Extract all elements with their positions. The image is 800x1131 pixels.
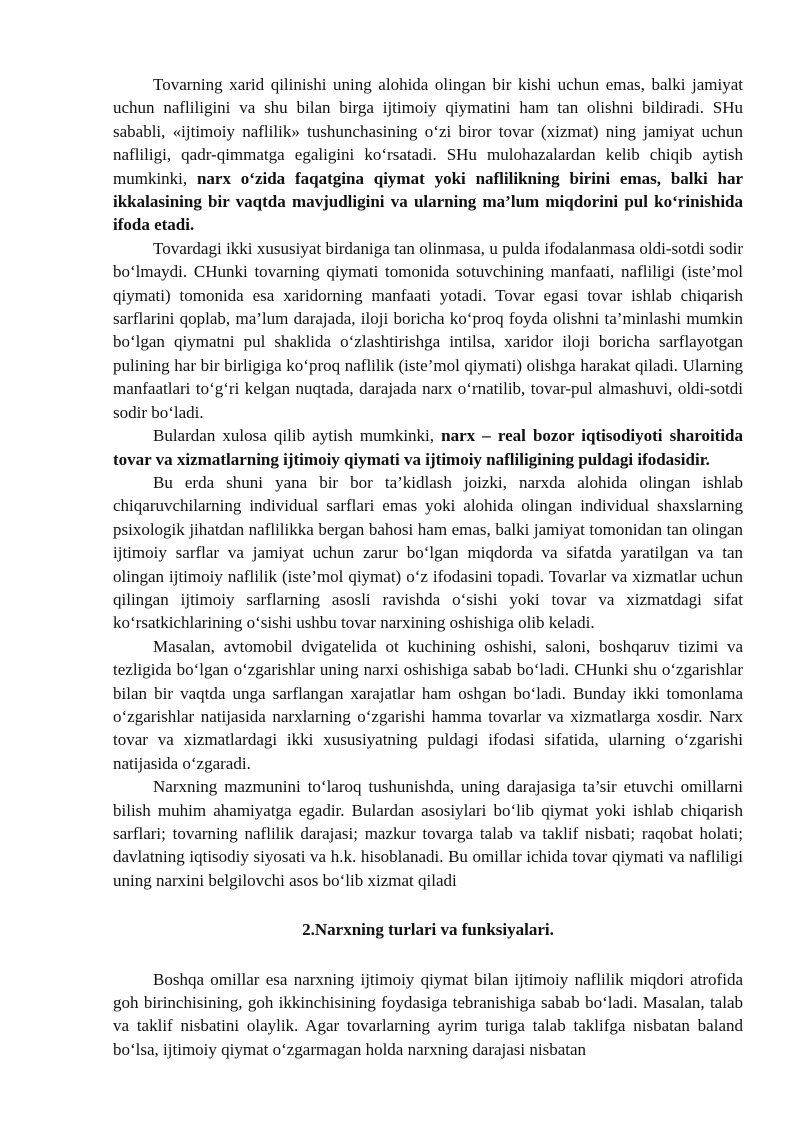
paragraph-car-example: Masalan, avtomobil dvigatelida ot kuchining oshishi, saloni, boshqaruv tizimi va tezligida bo‘lgan o‘zgarishlar uning narxi oshishiga sabab bo‘ladi. CHunki shu o‘zgarishlar bilan bir vaqtda unga sarflangan xarajatlar ham oshgan bo‘ladi. Bunday ikki tomonlama o‘zgarishlar natijasida narxlarning o‘zgarishi hamma tovarlar va xizmatlarga xosdir. Narx tovar va xizmatlardagi ikki xususiyatning puldagi ifodasi sifatida, ularning o‘zgarishi natijasida o‘zgaradi.: [113, 636, 743, 773]
paragraph-supply-demand: Boshqa omillar esa narxning ijtimoiy qiymat bilan ijtimoiy naflilik miqdori atrofida goh birinchisining, goh ikkinchisining foydasiga tebranishiga sabab bo‘ladi. Masalan, talab va taklif nisbatini olaylik. Agar tovarlarning ayrim turiga talab taklifga nisbatan baland bo‘lsa, ijtimoiy qiymat o‘zgarmagan holda narxning darajasi nisbatan: [113, 969, 743, 1059]
paragraph-price-factors: Narxning mazmunini to‘laroq tushunishda, uning darajasiga ta’sir etuvchi omillarni bilish muhim ahamiyatga egadir. Bulardan asosiylari bo‘lib qiymat yoki ishlab chiqarish sarflari; tovarning naflilik darajasi; mazkur tovarga talab va taklif nisbati; raqobat holati; davlatning iqtisodiy siyosati va h.k. hisoblanadi. Bu omillar ichida tovar qiymati va nafliligi uning narxini belgilovchi asos bo‘lib xizmat qiladi: [113, 777, 743, 890]
paragraph-emphasis: narx – real bozor iqtisodiyoti sharoitida tovar va xizmatlarning ijtimoiy qiymati va ijtimoiy nafliligining puldagi ifodasidir.: [113, 426, 744, 469]
paragraph-two-properties: Tovardagi ikki xususiyat birdaniga tan olinmasa, u pulda ifodalanmasa oldi-sotdi sodir bo‘lmaydi. CHunki tovarning qiymati tomonida sotuvchining manfaati, nafliligi (iste’mol qiymati) tomonida esa xaridorning manfaati yotadi. Tovar egasi tovar ishlab chiqarish sarflarini qoplab, ma’lum darajada, iloji boricha ko‘proq foyda olishni ta’minlashi mumkin bo‘lgan qiymatni pul shaklida o‘zlashtirishga intilsa, xaridor iloji boricha sarflayotgan pulining har bir birligiga ko‘proq naflilik (iste’mol qiymati) olishga harakat qiladi. Ularning manfaatlari to‘g‘ri kelgan nuqtada, darajada narx o‘rnatilib, tovar-pul almashuvi, oldi-sotdi sodir bo‘ladi.: [113, 238, 743, 422]
paragraph-social-utility: [113, 73, 743, 237]
paragraph-price-definition: [113, 424, 743, 471]
section-heading: 2.Narxning turlari va funksiyalari.: [302, 920, 554, 940]
document-page: [113, 73, 743, 1061]
paragraph-emphasis: narx o‘zida faqatgina qiymat yoki naflilikning birini emas, balki har ikkalasining bir vaqtda mavjudligini va ularning ma’lum miqdorini pul ko‘rinishida ifoda etadi.: [113, 168, 743, 235]
paragraph-social-costs: Bu erda shuni yana bir bor ta’kidlash joizki, narxda alohida olingan ishlab chiqaruvchilarning individual sarflari emas yoki alohida olingan individual shaxslarning psixologik jihatdan naflilikka bergan bahosi ham emas, balki jamiyat tomonidan tan olingan ijtimoiy sarflar va jamiyat uchun zarur bo‘lgan miqdorda va sifatda yaratilgan va tan olingan ijtimoiy naflilik (iste’mol qiymat) o‘z ifodasini topadi. Tovarlar va xizmatlar uchun qilingan ijtimoiy sarflarning asosli ravishda o‘sishi yoki tovar va xizmatdagi sifat ko‘rsatkichlarining o‘sishi ushbu tovar narxining oshishiga olib keladi.: [113, 472, 743, 633]
paragraph-text: Bulardan xulosa qilib aytish mumkinki,: [153, 426, 442, 446]
paragraph-text: Tovarning xarid qilinishi uning alohida olingan bir kishi uchun emas, balki jamiyat uchun nafliligini va shu bilan birga ijtimoiy qiymatini ham tan olishni bildiradi. SHu sababli, «ijtimoiy naflilik» tushunchasining o‘zi biror tovar (xizmat) ning jamiyat uchun nafliligi, qadr-qimmatga egaligini ko‘rsatadi. SHu mulohazalardan kelib chiqib aytish mumkinki,: [113, 75, 743, 188]
